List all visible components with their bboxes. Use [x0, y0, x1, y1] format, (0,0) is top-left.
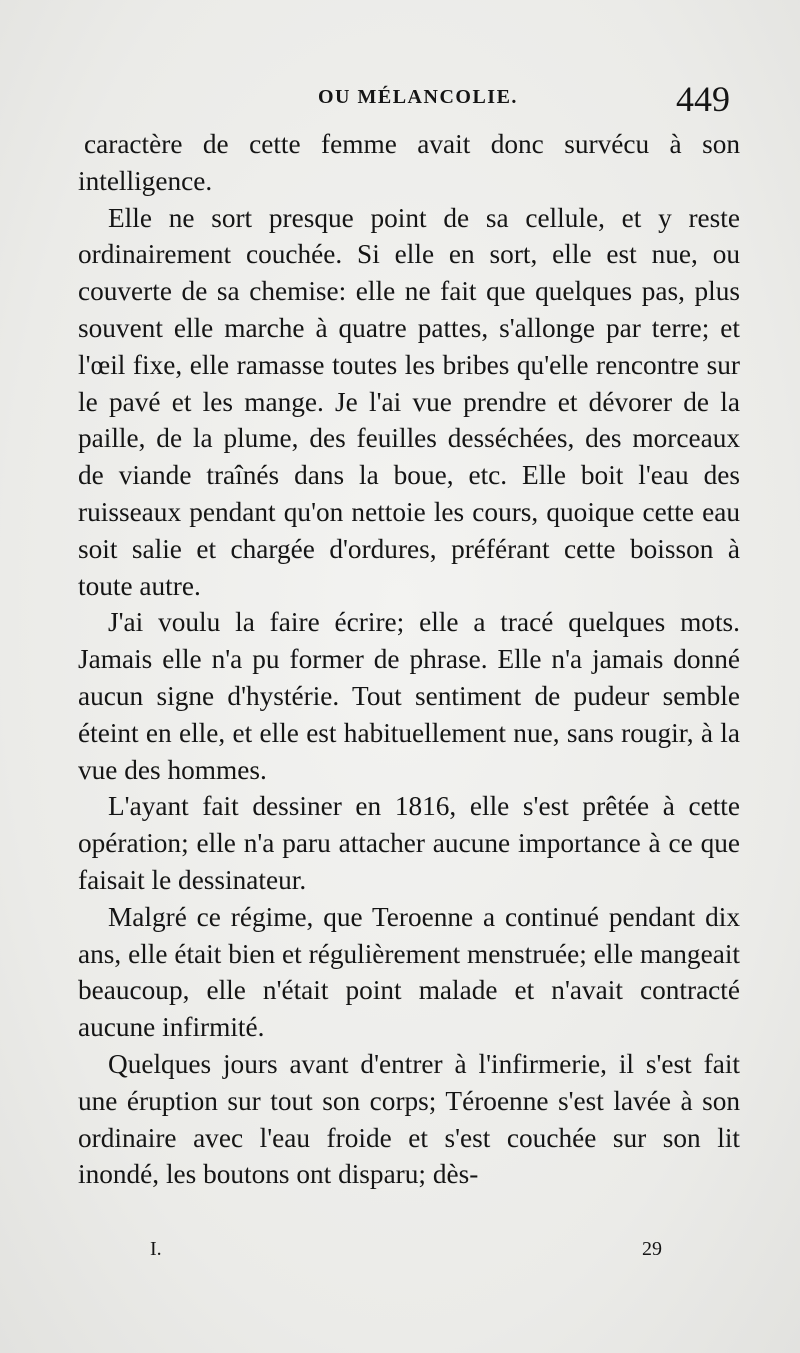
signature-mark: I. — [150, 1238, 162, 1260]
paragraph-continuation: caractère de cette femme avait donc survécu à son intelligence. — [78, 129, 740, 196]
paragraph-regime: Malgré ce régime, que Teroenne a continué pendant dix ans, elle était bien et régulièrement menstruée; elle mangeait beaucoup, elle n'était point malade et n'avait contracté aucune infirmité. — [78, 901, 740, 1043]
paragraph-ecrire: J'ai voulu la faire écrire; elle a tracé quelques mots. Jamais elle n'a pu former de phrase. Elle n'a jamais donné aucun signe d'hystérie. Tout sentiment de pudeur semble éteint en elle, et elle est habituellement nue, sans rougir, à la vue des hommes. — [78, 607, 740, 785]
sheet-number: 29 — [642, 1238, 662, 1260]
paragraph-cellule: Elle ne sort presque point de sa cellule, et y reste ordinairement couchée. Si elle en sort, elle est nue, ou couverte de sa chemise: elle ne fait que quelques pas, plus souvent elle marche à quatre pattes, s'allonge par terre; et l'œil fixe, elle ramasse toutes les bribes qu'elle rencontre sur le pavé et les mange. Je l'ai vue prendre et dévorer de la paille, de la plume, des feuilles desséchées, des morceaux de viande traînés dans la boue, etc. Elle boit l'eau des ruisseaux pendant qu'on nettoie les cours, quoique cette eau soit salie et chargée d'ordures, préférant cette boisson à toute autre. — [78, 202, 740, 601]
paragraph-infirmerie: Quelques jours avant d'entrer à l'infirmerie, il s'est fait une éruption sur tout son corps; Téroenne s'est lavée à son ordinaire avec l'eau froide et s'est couchée sur son lit inondé, les boutons ont disparu; dès- — [78, 1048, 740, 1190]
body-text — [78, 126, 740, 1193]
running-head — [0, 78, 800, 122]
page-number: 449 — [676, 79, 730, 119]
page-footer — [0, 1238, 800, 1268]
paragraph-dessiner: L'ayant fait dessiner en 1816, elle s'est prêtée à cette opération; elle n'a paru attacher aucune importance à ce que faisait le dessinateur. — [78, 791, 740, 895]
running-title: OU MÉLANCOLIE. — [318, 86, 518, 108]
